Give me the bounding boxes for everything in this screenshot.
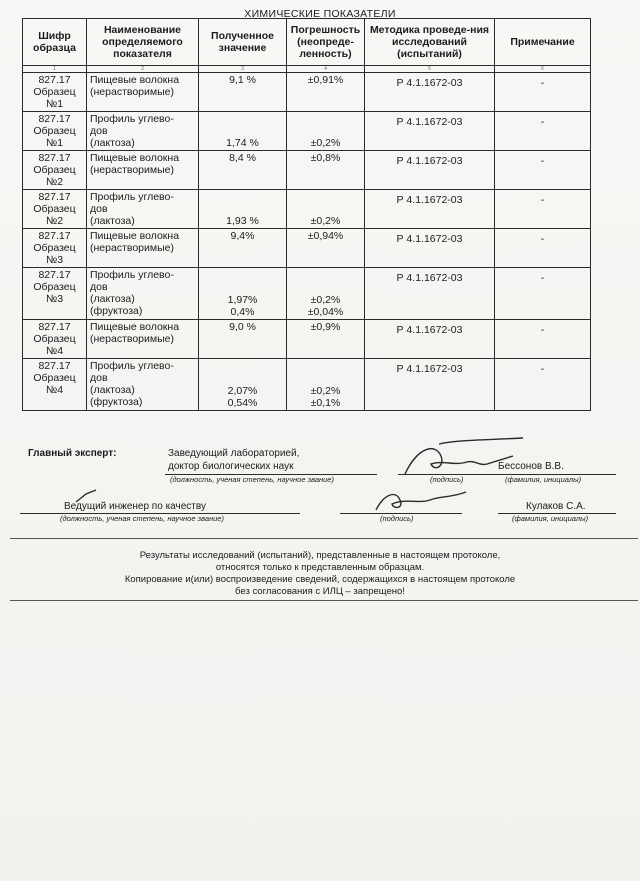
cell-value [199, 151, 287, 190]
cell-name-line: (нерастворимые) [90, 86, 174, 98]
cell-note: - [495, 151, 591, 190]
cell-code-line: 827.17 [38, 321, 71, 333]
footer-line-1: Результаты исследований (испытаний), представленные в настоящем протоколе, [139, 550, 501, 561]
cell-code-line: №1 [45, 137, 64, 149]
engineer-signature [370, 484, 470, 514]
cell-code-line: Образец [33, 242, 76, 254]
cell-code-line: №2 [45, 215, 64, 227]
cell-method: Р 4.1.1672-03 [365, 151, 495, 190]
cell-code-line: 827.17 [38, 230, 71, 242]
cell-code-line: 827.17 [38, 113, 71, 125]
cell-code-line: 827.17 [38, 269, 71, 281]
column-number-row [23, 66, 591, 73]
cell-error-line: ±0,2% [310, 215, 341, 227]
cell-value-line: 2,07% [227, 385, 258, 397]
cell-method: Р 4.1.1672-03 [365, 190, 495, 229]
table-header-row [23, 19, 591, 66]
cell-method: Р 4.1.1672-03 [365, 112, 495, 151]
cell-code-line: №4 [45, 384, 64, 396]
table-row [23, 151, 591, 190]
cell-error [287, 190, 365, 229]
cell-code [23, 190, 87, 229]
footer-line-4: без согласования с ИЛЦ – запрещено! [235, 586, 405, 597]
table-row [23, 190, 591, 229]
cell-code [23, 73, 87, 112]
header-code: Шифр образца [23, 19, 87, 66]
cell-method: Р 4.1.1672-03 [365, 320, 495, 359]
cell-code-line: Образец [33, 203, 76, 215]
cell-code-line: №4 [45, 345, 64, 357]
engineer-position-caption: (должность, ученая степень, научное звание) [60, 514, 224, 523]
cell-name-line: Пищевые волокна [90, 74, 180, 86]
cell-value-line: 1,93 % [226, 215, 259, 227]
cell-code-line: Образец [33, 333, 76, 345]
cell-method: Р 4.1.1672-03 [365, 268, 495, 320]
cell-name-line: Профиль углево- [90, 269, 174, 281]
table-row [23, 320, 591, 359]
cell-value-line: 0,4% [230, 306, 255, 318]
column-number: 4 [287, 66, 365, 73]
column-number: 6 [495, 66, 591, 73]
chief-position-caption: (должность, ученая степень, научное звание) [170, 475, 334, 484]
cell-error [287, 112, 365, 151]
cell-name [87, 229, 199, 268]
cell-error [287, 151, 365, 190]
cell-name [87, 268, 199, 320]
cell-name-line: (лактоза) [90, 215, 135, 227]
cell-value-line: 9,1 % [229, 74, 256, 86]
cell-name [87, 73, 199, 112]
table-row [23, 73, 591, 112]
cell-error-line: ±0,9% [310, 321, 341, 333]
footer-top-rule [10, 538, 638, 539]
footer-line-2: относятся только к представленным образцам. [215, 562, 425, 573]
cell-error [287, 73, 365, 112]
cell-value [199, 268, 287, 320]
cell-code [23, 320, 87, 359]
engineer-name-caption: (фамилия, инициалы) [512, 514, 589, 523]
cell-name-line: (фруктоза) [90, 396, 143, 408]
cell-code [23, 112, 87, 151]
cell-name-line: (фруктоза) [90, 305, 143, 317]
cell-name-line: (лактоза) [90, 137, 135, 149]
cell-error [287, 268, 365, 320]
cell-value [199, 320, 287, 359]
table-row [23, 112, 591, 151]
cell-code [23, 151, 87, 190]
cell-value [199, 190, 287, 229]
table-row [23, 268, 591, 320]
chief-name: Бессонов В.В. [498, 461, 564, 472]
engineer-signature-caption: (подпись) [380, 514, 414, 523]
header-error: Погрешность (неопреде-ленность) [287, 19, 365, 66]
cell-error [287, 320, 365, 359]
table-row [23, 359, 591, 411]
cell-error-line: ±0,2% [310, 137, 341, 149]
cell-method: Р 4.1.1672-03 [365, 359, 495, 411]
cell-note: - [495, 73, 591, 112]
cell-error-line: ±0,2% [310, 294, 341, 306]
cell-code-line: Образец [33, 125, 76, 137]
cell-name [87, 112, 199, 151]
cell-name-line: Профиль углево- [90, 360, 174, 372]
cell-value-line: 1,74 % [226, 137, 259, 149]
cell-error [287, 229, 365, 268]
cell-code [23, 359, 87, 411]
cell-name-line: дов [90, 125, 108, 137]
chief-position-line2: доктор биологических наук [168, 461, 294, 472]
cell-name-line: Пищевые волокна [90, 152, 180, 164]
cell-value-line: 8,4 % [229, 152, 256, 164]
cell-error-line: ±0,04% [307, 306, 344, 318]
cell-code-line: 827.17 [38, 152, 71, 164]
cell-note: - [495, 268, 591, 320]
cell-name [87, 320, 199, 359]
cell-code-line: Образец [33, 164, 76, 176]
cell-error-line: ±0,2% [310, 385, 341, 397]
header-method: Методика проведе-ния исследований (испытаний) [365, 19, 495, 66]
column-number: 2 [87, 66, 199, 73]
cell-name-line: (нерастворимые) [90, 164, 174, 176]
document-title: ХИМИЧЕСКИЕ ПОКАЗАТЕЛИ [244, 8, 396, 20]
column-number: 3 [199, 66, 287, 73]
cell-name-line: (нерастворимые) [90, 242, 174, 254]
cell-name-line: (лактоза) [90, 384, 135, 396]
cell-value [199, 112, 287, 151]
cell-name-line: дов [90, 372, 108, 384]
engineer-name: Кулаков С.А. [526, 501, 586, 512]
cell-value [199, 229, 287, 268]
cell-name-line: (нерастворимые) [90, 333, 174, 345]
cell-note: - [495, 320, 591, 359]
cell-error-line: ±0,91% [307, 74, 344, 86]
cell-name [87, 359, 199, 411]
cell-name-line: дов [90, 203, 108, 215]
cell-value-line: 9,4% [230, 230, 255, 242]
cell-name-line: (лактоза) [90, 293, 135, 305]
chief-name-caption: (фамилия, инициалы) [505, 475, 582, 484]
cell-code-line: Образец [33, 372, 76, 384]
cell-code-line: №2 [45, 176, 64, 188]
chief-expert-label: Главный эксперт: [28, 448, 117, 459]
cell-name-line: дов [90, 281, 108, 293]
cell-value-line: 1,97% [227, 294, 258, 306]
cell-code [23, 229, 87, 268]
cell-code-line: 827.17 [38, 191, 71, 203]
cell-error [287, 359, 365, 411]
chief-signature-caption: (подпись) [430, 475, 464, 484]
cell-code-line: 827.17 [38, 74, 71, 86]
cell-value-line: 0,54% [227, 397, 258, 409]
cell-error-line: ±0,94% [307, 230, 344, 242]
header-name: Наименование определяемого показателя [87, 19, 199, 66]
cell-name-line: Пищевые волокна [90, 321, 180, 333]
cell-name [87, 151, 199, 190]
cell-name-line: Профиль углево- [90, 113, 174, 125]
cell-code-line: Образец [33, 86, 76, 98]
column-number: 5 [365, 66, 495, 73]
results-table [22, 18, 591, 411]
cell-method: Р 4.1.1672-03 [365, 229, 495, 268]
cell-error-line: ±0,8% [310, 152, 341, 164]
cell-code-line: №3 [45, 254, 64, 266]
cell-code-line: №1 [45, 98, 64, 110]
cell-value [199, 359, 287, 411]
engineer-position: Ведущий инженер по качеству [64, 501, 206, 512]
cell-code-line: 827.17 [38, 360, 71, 372]
cell-error-line: ±0,1% [310, 397, 341, 409]
footer-line-3: Копирование и(или) воспроизведение сведений, содержащихся в настоящем протоколе [124, 574, 516, 585]
cell-method: Р 4.1.1672-03 [365, 73, 495, 112]
cell-code-line: №3 [45, 293, 64, 305]
cell-note: - [495, 112, 591, 151]
cell-name [87, 190, 199, 229]
header-note: Примечание [495, 19, 591, 66]
cell-note: - [495, 190, 591, 229]
cell-code-line: Образец [33, 281, 76, 293]
cell-value-line: 9,0 % [229, 321, 256, 333]
chief-position-line1: Заведующий лабораторией, [168, 448, 300, 459]
table-row [23, 229, 591, 268]
cell-note: - [495, 229, 591, 268]
cell-note: - [495, 359, 591, 411]
column-number: 1 [23, 66, 87, 73]
footer-bottom-rule [10, 600, 638, 601]
table-body [23, 73, 591, 411]
cell-code [23, 268, 87, 320]
cell-value [199, 73, 287, 112]
cell-name-line: Пищевые волокна [90, 230, 180, 242]
header-value: Полученное значение [199, 19, 287, 66]
cell-name-line: Профиль углево- [90, 191, 174, 203]
